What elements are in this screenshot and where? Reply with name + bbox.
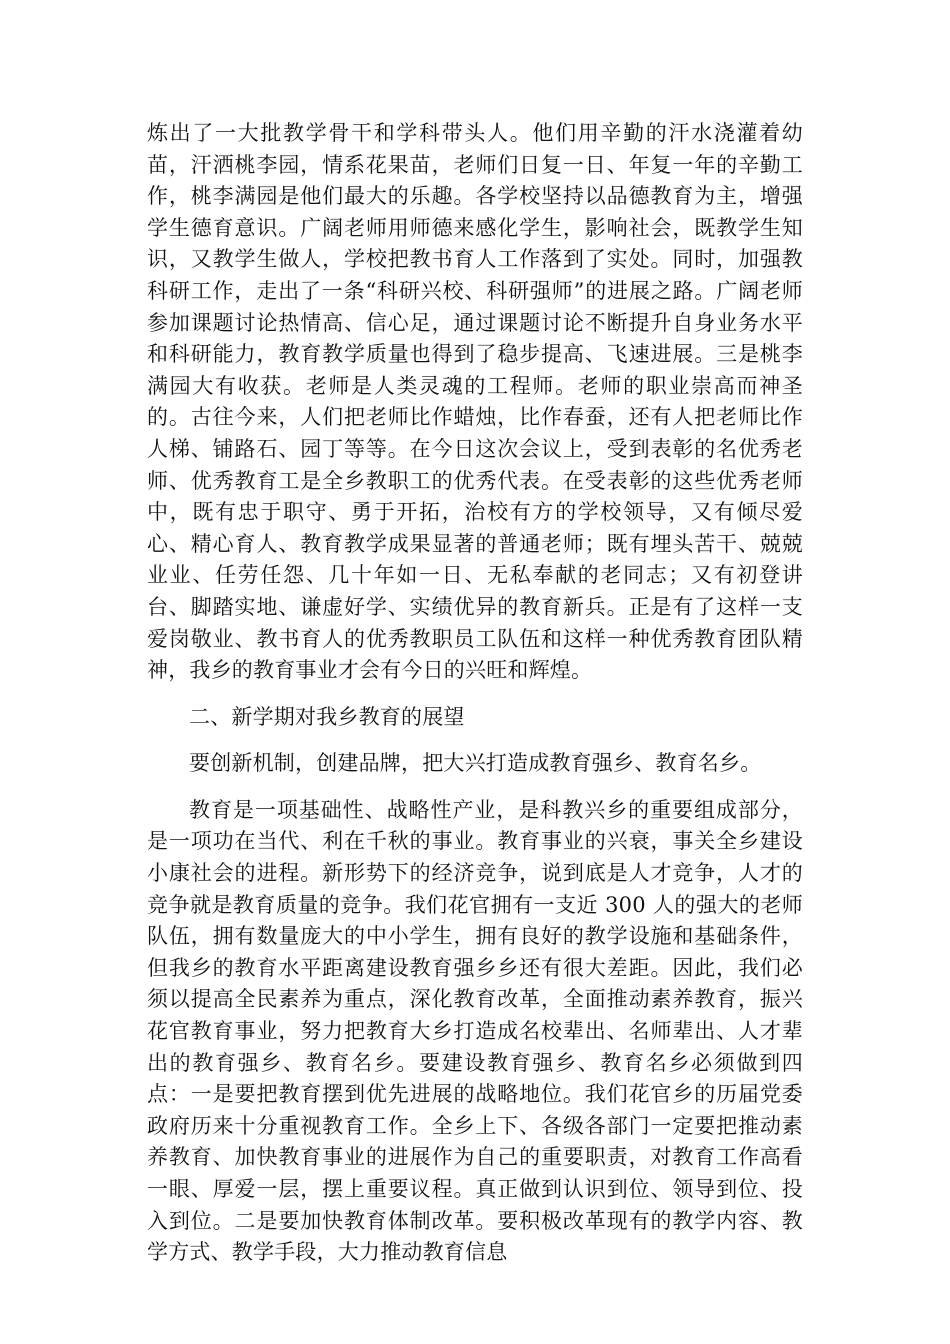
paragraph-lead: 要创新机制，创建品牌，把大兴打造成教育强乡、教育名乡。 bbox=[189, 751, 762, 776]
paragraph-continuation: 炼出了一大批教学骨干和学科带头人。他们用辛勤的汗水浇灌着幼苗，汗洒桃李园，情系花果苗，老师们日复一日、年复一年的辛勤工作，桃李满园是他们最大的乐趣。各学校坚持以品德教育为主，增强学生德育意识。广阔老师用师德来感化学生，影响社会，既教学生知识，又教学生做人，学校把教书育人工作落到了实处。同时，加强教科研工作，走出了一条“科研兴校、科研强师”的进展之路。广阔老师参加课题讨论热情高、信心足，通过课题讨论不断提升自身业务水平和科研能力，教育教学质量也得到了稳步提高、飞速进展。三是桃李满园大有收获。老师是人类灵魂的工程师。老师的职业崇高而神圣的。古往今来，人们把老师比作蜡烛，比作春蚕，还有人把老师比作人梯、铺路石、园丁等等。在今日这次会议上，受到表彰的名优秀老师、优秀教育工是全乡教职工的优秀代表。在受表彰的这些优秀老师中，既有忠于职守、勇于开拓，治校有方的学校领导，又有倾尽爱心、精心育人、教育教学成果显著的普通老师；既有埋头苦干、兢兢业业、任劳任怨、几十年如一日、无私奉献的老同志；又有初登讲台、脚踏实地、谦虚好学、实绩优异的教育新兵。正是有了这样一支爱岗敬业、教书育人的优秀教职员工队伍和这样一种优秀教育团队精神，我乡的教育事业才会有今日的兴旺和辉煌。 bbox=[147, 121, 803, 683]
section-heading: 二、新学期对我乡教育的展望 bbox=[189, 704, 465, 729]
paragraph-body: 教育是一项基础性、战略性产业，是科教兴乡的重要组成部分，是一项功在当代、利在千秋的事业。教育事业的兴衰，事关全乡建设小康社会的进程。新形势下的经济竞争，说到底是人才竞争，人才的竞争就是教育质量的竞争。我们花官拥有一支近 300 人的强大的老师队伍，拥有数量庞大的中小学生，拥有良好的教学设施和基础条件，但我乡的教育水平距离建设教育强乡乡还有很大差距。因此，我们必须以提高全民素养为重点，深化教育改革，全面推动素养教育，振兴花官教育事业，努力把教育大乡打造成名校辈出、名师辈出、人才辈出的教育强乡、教育名乡。要建设教育强乡、教育名乡必须做到四点：一是要把教育摆到优先进展的战略地位。我们花官乡的历届党委政府历来十分重视教育工作。全乡上下、各级各部门一定要把推动素养教育、加快教育事业的进展作为自己的重要职责，对教育工作高看一眼、厚爱一层，摆上重要议程。真正做到认识到位、领导到位、投入到位。二是要加快教育体制改革。要积极改革现有的教学内容、教学方式、教学手段，大力推动教育信息 bbox=[147, 797, 803, 1265]
document-body bbox=[147, 118, 803, 1269]
